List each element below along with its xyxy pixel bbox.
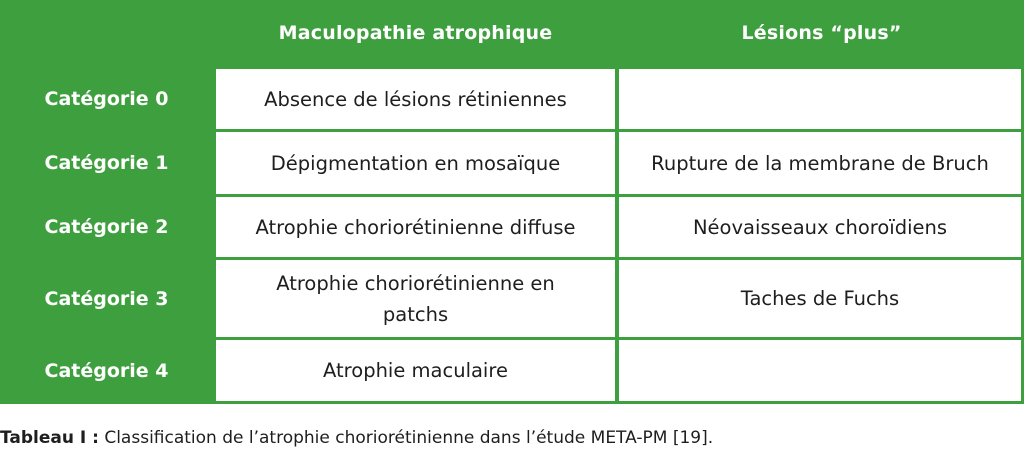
row-header-category-2: Catégorie 2 bbox=[44, 216, 169, 238]
table-caption bbox=[0, 428, 1024, 448]
caption-text: Classification de l’atrophie choriorétinienne dans l’étude META-PM [19]. bbox=[98, 428, 714, 448]
cell-plus-4 bbox=[619, 340, 1021, 401]
row-header-category-4: Catégorie 4 bbox=[44, 359, 169, 382]
cell-plus-3: Taches de Fuchs bbox=[619, 260, 1021, 337]
cell-maculopathy-2: Atrophie choriorétinienne diffuse bbox=[216, 197, 615, 257]
cell-maculopathy-3: Atrophie choriorétinienne en patchs bbox=[216, 260, 615, 337]
cell-maculopathy-4: Atrophie maculaire bbox=[216, 340, 615, 401]
row-header-category-0: Catégorie 0 bbox=[44, 88, 169, 110]
header-plus-lesions: Lésions “plus” bbox=[741, 22, 902, 44]
cell-maculopathy-0: Absence de lésions rétiniennes bbox=[216, 69, 615, 129]
header-corner bbox=[0, 0, 213, 66]
row-header-category-3: Catégorie 3 bbox=[44, 287, 169, 310]
header-maculopathy: Maculopathie atrophique bbox=[278, 22, 553, 44]
caption-label: Tableau I : bbox=[0, 428, 99, 448]
cell-plus-2: Néovaisseaux choroïdiens bbox=[619, 197, 1021, 257]
cell-maculopathy-1: Dépigmentation en mosaïque bbox=[216, 132, 615, 194]
row-header-category-1: Catégorie 1 bbox=[44, 152, 169, 174]
cell-plus-0 bbox=[619, 69, 1021, 129]
cell-plus-1: Rupture de la membrane de Bruch bbox=[619, 132, 1021, 194]
